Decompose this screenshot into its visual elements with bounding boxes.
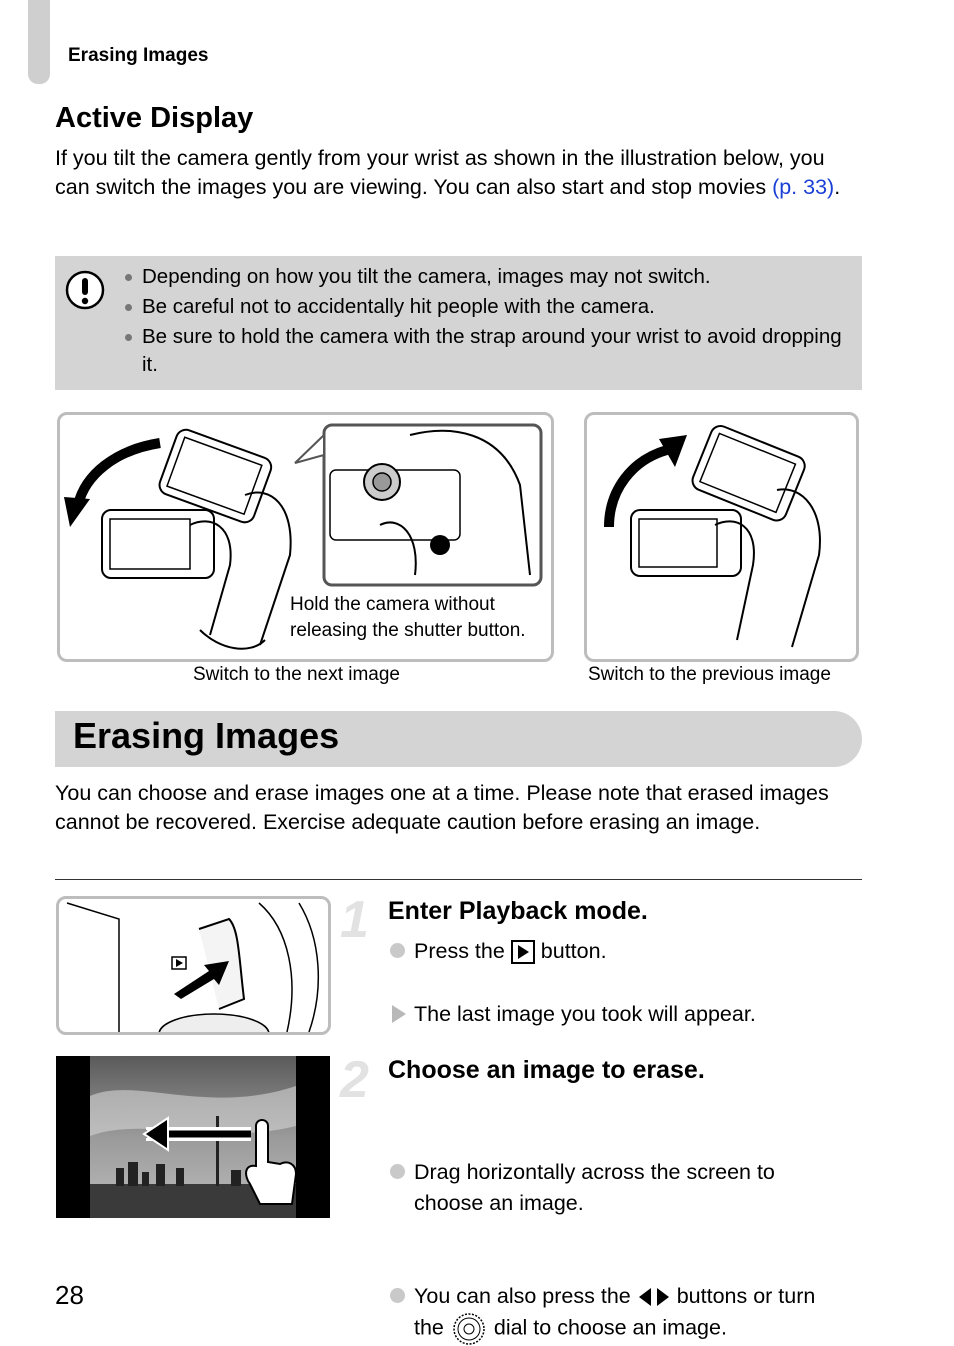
caution-icon bbox=[65, 270, 105, 310]
page-number: 28 bbox=[55, 1280, 84, 1310]
caption-next-image: Switch to the next image bbox=[193, 664, 400, 685]
divider bbox=[55, 879, 862, 880]
active-display-intro: If you tilt the camera gently from your wrist as shown in the illustration below, you can switch the images you are viewing. You can also start and stop movies (p. 33). bbox=[55, 146, 841, 199]
camera-level bbox=[102, 510, 214, 578]
shutter-inset bbox=[295, 425, 541, 585]
playback-button-illustration bbox=[56, 896, 331, 1035]
camera-level bbox=[631, 510, 741, 576]
playback-button-drawing bbox=[59, 899, 328, 1032]
camera-tilted bbox=[690, 423, 808, 524]
chapter-tab bbox=[28, 0, 50, 84]
caution-item: Be sure to hold the camera with the strap around your wrist to avoid dropping it. bbox=[125, 323, 845, 379]
playback-button-icon bbox=[511, 940, 535, 964]
control-dial-icon bbox=[450, 1312, 488, 1346]
caution-item: Depending on how you tilt the camera, images may not switch. bbox=[125, 263, 845, 291]
tilt-next-illustration bbox=[57, 412, 554, 662]
section-title: Erasing Images bbox=[73, 715, 340, 756]
step-2-title: Choose an image to erase. bbox=[388, 1056, 705, 1084]
step-2-bullet-1: Drag horizontally across the screen to choose an image. bbox=[388, 1157, 954, 1219]
step-2-number: 2 bbox=[340, 1051, 369, 1109]
step-2-bullet-2: You can also press the buttons or turn the dial to choose an image. bbox=[388, 1281, 954, 1346]
tilt-previous-illustration bbox=[584, 412, 859, 662]
inset-caption-line2: releasing the shutter button. bbox=[290, 620, 526, 641]
caption-previous-image: Switch to the previous image bbox=[588, 664, 831, 685]
caution-item: Be careful not to accidentally hit people with the camera. bbox=[125, 293, 845, 321]
erasing-intro: You can choose and erase images one at a time. Please note that erased images cannot be recovered. Exercise adequate caution before erasing an image. bbox=[55, 781, 829, 834]
step-1-number: 1 bbox=[340, 891, 369, 949]
step-1-result: The last image you took will appear. bbox=[388, 999, 954, 1030]
step-1-title: Enter Playback mode. bbox=[388, 897, 648, 925]
left-right-buttons-icon bbox=[637, 1286, 671, 1308]
step-1-bullet: Press the button. bbox=[388, 936, 954, 967]
screen-drag-drawing bbox=[56, 1056, 330, 1218]
section-bar bbox=[55, 711, 862, 767]
caution-box bbox=[55, 256, 862, 390]
running-header: Erasing Images bbox=[68, 45, 209, 66]
tilt-previous-drawing bbox=[587, 415, 856, 659]
active-display-heading: Active Display bbox=[55, 102, 254, 134]
page-33-link[interactable]: (p. 33) bbox=[772, 175, 835, 199]
caution-list bbox=[125, 263, 845, 381]
inset-caption-line1: Hold the camera without bbox=[290, 594, 495, 615]
screen-drag-illustration bbox=[56, 1056, 330, 1218]
